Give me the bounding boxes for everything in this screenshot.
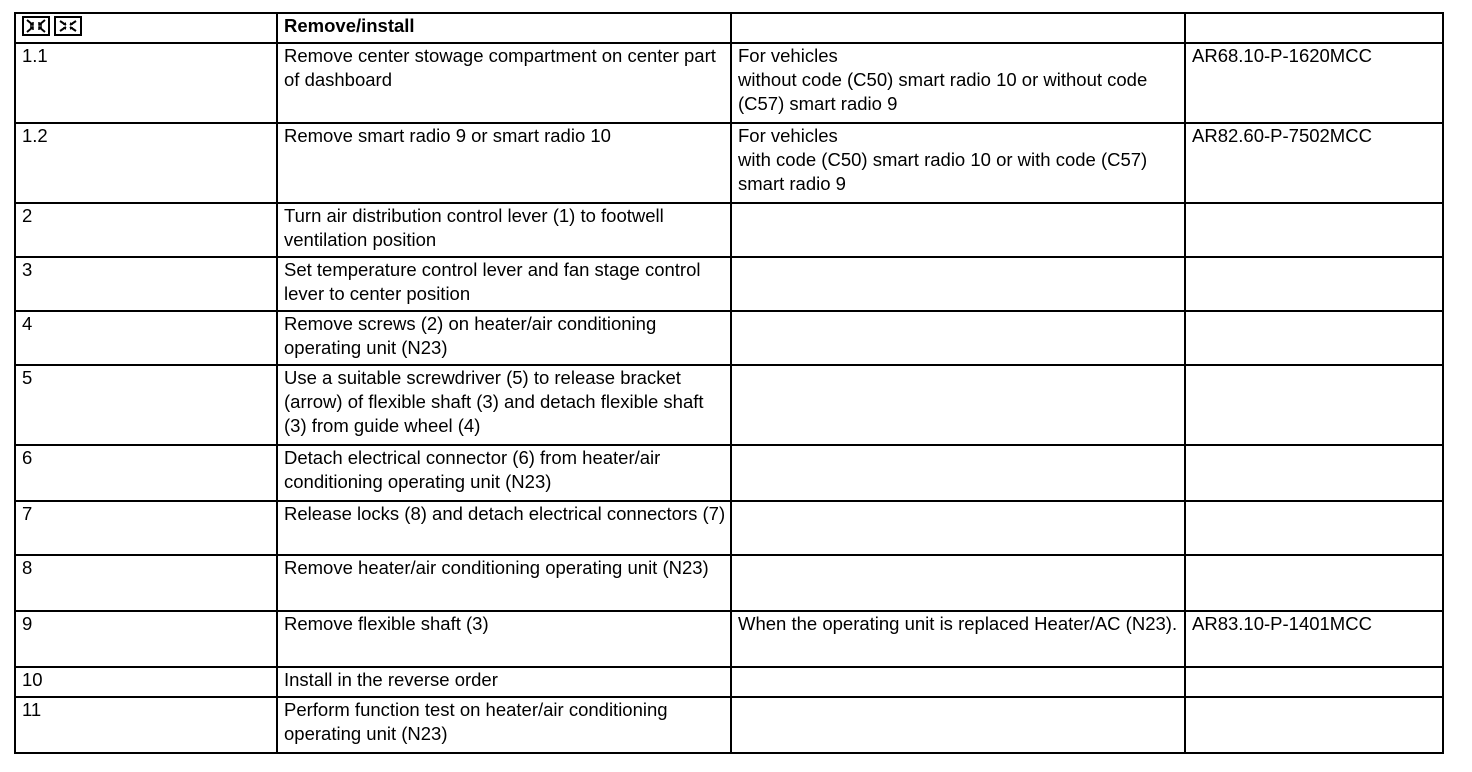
action-cell: Remove smart radio 9 or smart radio 10 bbox=[277, 123, 731, 203]
condition-cell bbox=[731, 697, 1185, 753]
reference-cell bbox=[1185, 257, 1443, 311]
reference-cell bbox=[1185, 365, 1443, 445]
action-cell: Install in the reverse order bbox=[277, 667, 731, 697]
action-cell: Remove heater/air conditioning operating unit (N23) bbox=[277, 555, 731, 611]
reference-cell: AR83.10-P-1401MCC bbox=[1185, 611, 1443, 667]
reference-cell bbox=[1185, 667, 1443, 697]
step-cell: 3 bbox=[15, 257, 277, 311]
action-cell: Use a suitable screwdriver (5) to release bracket (arrow) of flexible shaft (3) and detach flexible shaft (3) from guide wheel (4) bbox=[277, 365, 731, 445]
condition-cell bbox=[731, 555, 1185, 611]
table-row bbox=[15, 501, 1443, 555]
step-cell: 2 bbox=[15, 203, 277, 257]
table-row bbox=[15, 611, 1443, 667]
reference-cell bbox=[1185, 697, 1443, 753]
action-cell: Remove screws (2) on heater/air conditioning operating unit (N23) bbox=[277, 311, 731, 365]
step-cell: 6 bbox=[15, 445, 277, 501]
reference-cell bbox=[1185, 203, 1443, 257]
reference-cell bbox=[1185, 501, 1443, 555]
step-cell: 5 bbox=[15, 365, 277, 445]
step-cell: 11 bbox=[15, 697, 277, 753]
step-cell: 1.2 bbox=[15, 123, 277, 203]
table-row bbox=[15, 123, 1443, 203]
header-title: Remove/install bbox=[277, 13, 731, 43]
table-header-row bbox=[15, 13, 1443, 43]
table-row bbox=[15, 203, 1443, 257]
condition-cell bbox=[731, 257, 1185, 311]
condition-cell bbox=[731, 311, 1185, 365]
table-row bbox=[15, 257, 1443, 311]
table-row bbox=[15, 365, 1443, 445]
action-cell: Perform function test on heater/air conditioning operating unit (N23) bbox=[277, 697, 731, 753]
condition-cell bbox=[731, 501, 1185, 555]
installation-symbol-icon bbox=[54, 16, 82, 36]
step-cell: 9 bbox=[15, 611, 277, 667]
action-cell: Turn air distribution control lever (1) to footwell ventilation position bbox=[277, 203, 731, 257]
removal-symbol-icon bbox=[22, 16, 50, 36]
condition-cell bbox=[731, 203, 1185, 257]
action-cell: Release locks (8) and detach electrical connectors (7) bbox=[277, 501, 731, 555]
reference-cell bbox=[1185, 445, 1443, 501]
table-row bbox=[15, 445, 1443, 501]
step-cell: 7 bbox=[15, 501, 277, 555]
header-icons-cell bbox=[15, 13, 277, 43]
condition-cell bbox=[731, 445, 1185, 501]
step-cell: 4 bbox=[15, 311, 277, 365]
table-row bbox=[15, 43, 1443, 123]
table-row bbox=[15, 697, 1443, 753]
table-row bbox=[15, 667, 1443, 697]
step-cell: 1.1 bbox=[15, 43, 277, 123]
reference-cell bbox=[1185, 555, 1443, 611]
procedure-table bbox=[14, 12, 1444, 754]
table-row bbox=[15, 311, 1443, 365]
condition-cell: When the operating unit is replaced Heater/AC (N23). bbox=[731, 611, 1185, 667]
action-cell: Remove center stowage compartment on center part of dashboard bbox=[277, 43, 731, 123]
table-row bbox=[15, 555, 1443, 611]
reference-cell: AR68.10-P-1620MCC bbox=[1185, 43, 1443, 123]
condition-cell: For vehicles with code (C50) smart radio 10 or with code (C57) smart radio 9 bbox=[731, 123, 1185, 203]
step-cell: 8 bbox=[15, 555, 277, 611]
reference-cell bbox=[1185, 311, 1443, 365]
condition-cell: For vehicles without code (C50) smart radio 10 or without code (C57) smart radio 9 bbox=[731, 43, 1185, 123]
step-cell: 10 bbox=[15, 667, 277, 697]
action-cell: Detach electrical connector (6) from heater/air conditioning operating unit (N23) bbox=[277, 445, 731, 501]
reference-cell: AR82.60-P-7502MCC bbox=[1185, 123, 1443, 203]
action-cell: Remove flexible shaft (3) bbox=[277, 611, 731, 667]
header-empty-cell bbox=[731, 13, 1185, 43]
header-empty-cell bbox=[1185, 13, 1443, 43]
condition-cell bbox=[731, 365, 1185, 445]
action-cell: Set temperature control lever and fan stage control lever to center position bbox=[277, 257, 731, 311]
condition-cell bbox=[731, 667, 1185, 697]
